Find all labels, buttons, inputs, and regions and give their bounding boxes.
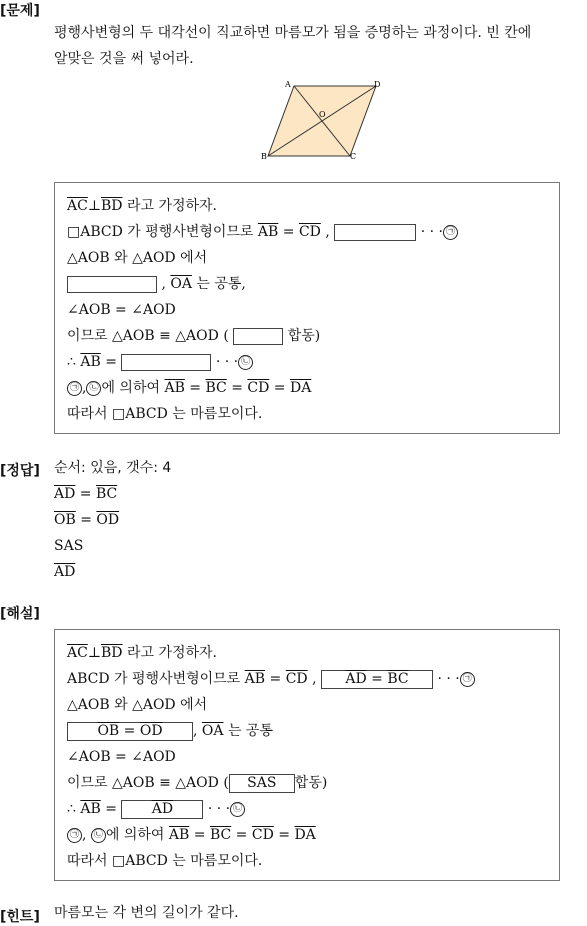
vertex-label-b: B	[261, 152, 267, 161]
exp-line-8: ㉠ , ㉡ 에 의하여 $\overline{AB} = \overline{BC} = \overline{CD} = \overline{DA}$	[67, 823, 316, 847]
proof-line-2: □ABCD 가 평행사변형이므로 $\overline{AB} = \overline{CD}$ , · · · ㉠	[67, 220, 458, 244]
problem-proof-box	[54, 182, 560, 434]
hint-tag: [힌트]	[0, 909, 40, 925]
explanation-proof-box	[54, 629, 560, 881]
circle-mark-1: ㉠	[67, 381, 82, 396]
circle-mark-1: ㉠	[443, 225, 458, 240]
exp-line-4: $\overline{OB} = \overline{OD}$ , $\overline{OA}$ 는 공통	[67, 719, 273, 743]
proof-line-6: 이므로 △AOB ≡ △AOD ( 합동)	[67, 328, 321, 344]
blank-1[interactable]	[334, 224, 416, 241]
center-label-o: O	[319, 110, 326, 119]
circle-mark-2: ㉡	[86, 381, 101, 396]
answer-1: $\overline{AD} = \overline{BC}$	[54, 486, 118, 502]
proof-line-7: ∴ $\overline{AB}$ = · · · ㉡	[67, 350, 253, 374]
circle-mark-1: ㉠	[460, 672, 475, 687]
proof-line-9: 따라서 □ABCD 는 마름모이다.	[67, 406, 263, 422]
parallelogram-figure	[258, 76, 388, 166]
hint-text: 마름모는 각 변의 길이가 같다.	[54, 905, 239, 921]
filled-box-4: $\overline{AD}$	[121, 800, 203, 819]
proof-line-4: , $\overline{OA}$ 는 공통,	[67, 272, 246, 296]
explanation-tag: [해설]	[0, 606, 40, 622]
answer-2: $\overline{OB} = \overline{OD}$	[54, 512, 120, 528]
problem-text-line-2: 알맞은 것을 써 넣어라.	[54, 51, 194, 67]
blank-3[interactable]	[233, 328, 283, 345]
filled-box-1: $\overline{AD} = \overline{BC}$	[321, 670, 433, 689]
problem-text-line-1: 평행사변형의 두 대각선이 직교하면 마름모가 됨을 증명하는 과정이다. 빈 칸에	[54, 25, 532, 41]
answer-tag: [정답]	[0, 463, 40, 479]
answer-meta: 순서: 있음, 갯수: 4	[54, 460, 172, 476]
exp-line-5: ∠AOB = ∠AOD	[67, 749, 176, 765]
exp-line-3: △AOB 와 △AOD 에서	[67, 697, 208, 713]
filled-box-3: SAS	[229, 774, 295, 793]
problem-tag: [문제]	[0, 3, 40, 19]
answer-4: $\overline{AD}$	[54, 564, 76, 580]
filled-box-2: $\overline{OB} = \overline{OD}$	[67, 722, 193, 741]
vertex-label-d: D	[374, 80, 381, 89]
proof-line-1: $\overline{AC}\perp\overline{BD}$ 라고 가정하자.	[67, 198, 218, 214]
exp-line-6: 이므로 △AOB ≡ △AOD ( SAS 합동)	[67, 774, 328, 791]
proof-line-5: ∠AOB = ∠AOD	[67, 302, 176, 318]
exp-line-9: 따라서 □ABCD 는 마름모이다.	[67, 853, 263, 869]
exp-line-7: ∴ $\overline{AB} = \overline{AD}$ · · · ㉡	[67, 797, 245, 821]
vertex-label-c: C	[350, 152, 357, 161]
circle-mark-2: ㉡	[91, 828, 106, 843]
circle-mark-2: ㉡	[230, 802, 245, 817]
proof-line-3: △AOB 와 △AOD 에서	[67, 250, 208, 266]
exp-line-1: $\overline{AC}\perp\overline{BD}$ 라고 가정하자.	[67, 645, 218, 661]
circle-mark-1: ㉠	[67, 828, 82, 843]
proof-line-8: ㉠ , ㉡ 에 의하여 $\overline{AB} = \overline{BC} = \overline{CD} = \overline{DA}$	[67, 376, 311, 400]
answer-3: SAS	[54, 538, 84, 554]
blank-2[interactable]	[67, 276, 157, 293]
exp-line-2: ABCD 가 평행사변형이므로 $\overline{AB} = \overline{CD}$ , $\overline{AD} = \overline{BC}$ · · · ㉠	[67, 667, 475, 691]
blank-4[interactable]	[121, 354, 211, 371]
vertex-label-a: A	[285, 80, 291, 89]
circle-mark-2: ㉡	[238, 355, 253, 370]
